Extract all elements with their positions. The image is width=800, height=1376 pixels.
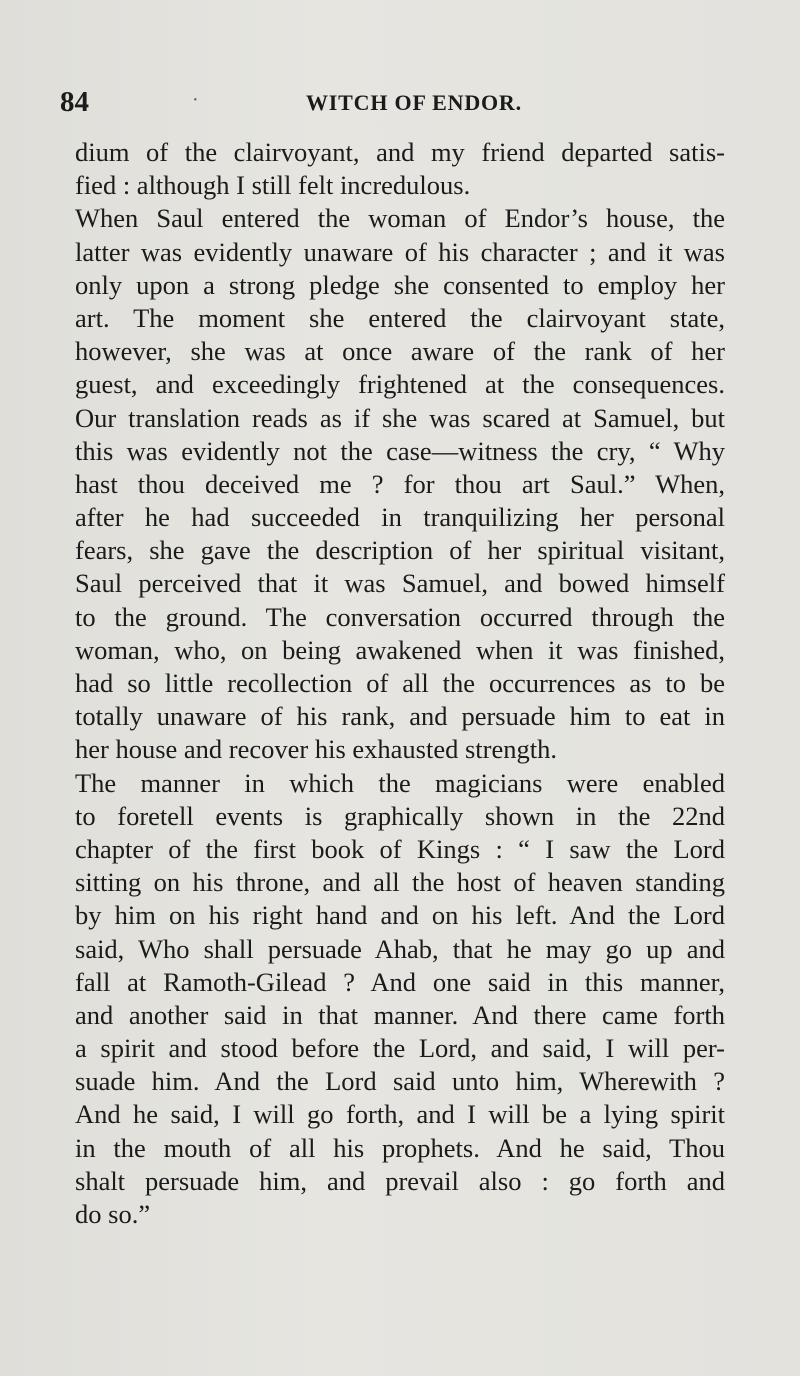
text-line: fears, she gave the description of her spiritual visitant, xyxy=(75,535,725,566)
text-line: after he had succeeded in tranquilizing her personal xyxy=(75,502,725,533)
text-line: And he said, I will go forth, and I will be a lying spirit xyxy=(75,1099,725,1130)
text-line: however, she was at once aware of the rank of her xyxy=(75,336,725,367)
body-text xyxy=(75,136,725,1231)
text-line: by him on his right hand and on his left. And the Lord xyxy=(75,900,725,931)
text-line: shalt persuade him, and prevail also : go forth and xyxy=(75,1165,725,1196)
text-line: had so little recollection of all the occurrences as to be xyxy=(75,668,725,698)
text-line: woman, who, on being awakened when it was finished, xyxy=(75,634,725,665)
text-line: said, Who shall persuade Ahab, that he may go up and xyxy=(75,933,725,964)
text-line: to foretell events is graphically shown in the 22nd xyxy=(75,800,725,831)
text-line: The manner in which the magicians were enabled xyxy=(75,767,725,798)
text-line: fied : although I still felt incredulous. xyxy=(75,170,471,201)
text-line: When Saul entered the woman of Endor’s house, the xyxy=(75,203,725,234)
running-title: WITCH OF ENDOR. xyxy=(306,90,522,115)
text-line: fall at Ramoth-Gilead ? And one said in this manner, xyxy=(75,966,725,997)
text-line: sitting on his throne, and all the host of heaven standing xyxy=(75,867,725,898)
text-line: Saul perceived that it was Samuel, and bowed himself xyxy=(75,568,725,599)
text-line: her house and recover his exhausted strength. xyxy=(75,734,557,765)
text-line: only upon a strong pledge she consented to employ her xyxy=(75,269,725,300)
text-line: chapter of the first book of Kings : “ I saw the Lord xyxy=(75,833,725,864)
text-line: suade him. And the Lord said unto him, Wherewith ? xyxy=(75,1066,725,1097)
text-line: and another said in that manner. And there came forth xyxy=(75,999,725,1030)
running-head xyxy=(60,87,740,117)
text-line: to the ground. The conversation occurred through the xyxy=(75,601,725,632)
header-separator: · xyxy=(192,89,199,111)
text-line: totally unaware of his rank, and persuade him to eat in xyxy=(75,701,725,732)
text-line: latter was evidently unaware of his character ; and it was xyxy=(75,236,725,267)
text-line: a spirit and stood before the Lord, and said, I will per- xyxy=(75,1033,725,1064)
text-line: Our translation reads as if she was scared at Samuel, but xyxy=(75,402,725,433)
text-line: art. The moment she entered the clairvoyant state, xyxy=(75,302,725,333)
page-number: 84 xyxy=(60,86,89,118)
text-line: in the mouth of all his prophets. And he said, Thou xyxy=(75,1132,725,1163)
text-line: this was evidently not the case—witness the cry, “ Why xyxy=(75,435,725,466)
text-line: dium of the clairvoyant, and my friend departed satis- xyxy=(75,137,725,167)
text-line: guest, and exceedingly frightened at the consequences. xyxy=(75,369,725,400)
text-line: hast thou deceived me ? for thou art Saul.” When, xyxy=(75,468,725,499)
text-line: do so.” xyxy=(75,1199,151,1229)
